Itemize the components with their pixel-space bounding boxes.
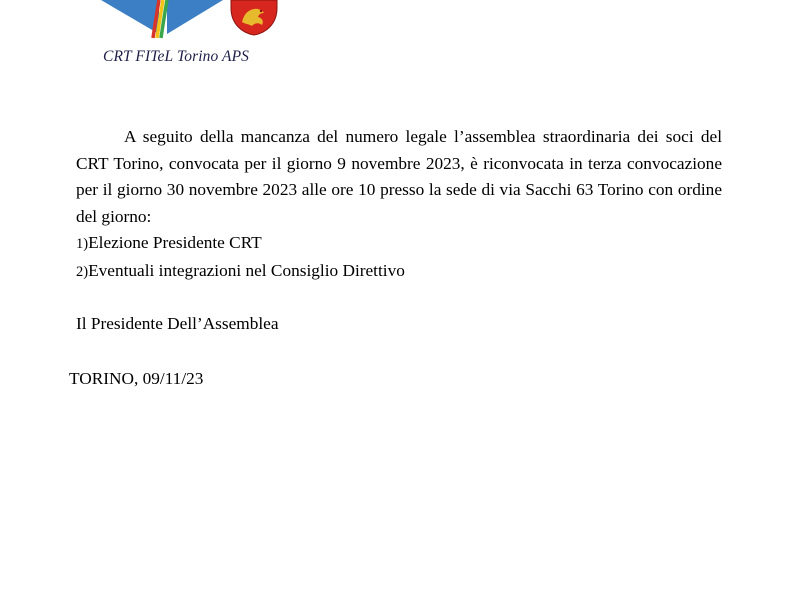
fitel-logo-icon (95, 0, 227, 40)
place-date: TORINO, 09/11/23 (69, 369, 204, 388)
torino-crest-icon (228, 0, 280, 36)
body-paragraph-text: A seguito della mancanza del numero legale l’assemblea straordinaria dei soci del CRT Torino, convocata per il giorno 9 novembre 2023, è riconvocata in terza convocazione per il giorno 30 novembre 2023 alle ore 10 presso la sede di via Sacchi 63 Torino con ordine del giorno: (76, 127, 722, 226)
body-paragraph (76, 124, 722, 230)
agenda-item-number: 2) (76, 263, 89, 280)
agenda-item-number: 1) (76, 236, 89, 252)
agenda-item (76, 258, 405, 286)
letterhead (0, 0, 800, 80)
signature: Il Presidente Dell’Assemblea (76, 314, 279, 333)
agenda-item-text: Elezione Presidente CRT (88, 233, 262, 252)
agenda-item-text: Eventuali integrazioni nel Consiglio Direttivo (88, 260, 405, 280)
organization-name: CRT FITeL Torino APS (103, 48, 250, 65)
agenda-list (76, 230, 405, 285)
agenda-item (76, 230, 405, 258)
